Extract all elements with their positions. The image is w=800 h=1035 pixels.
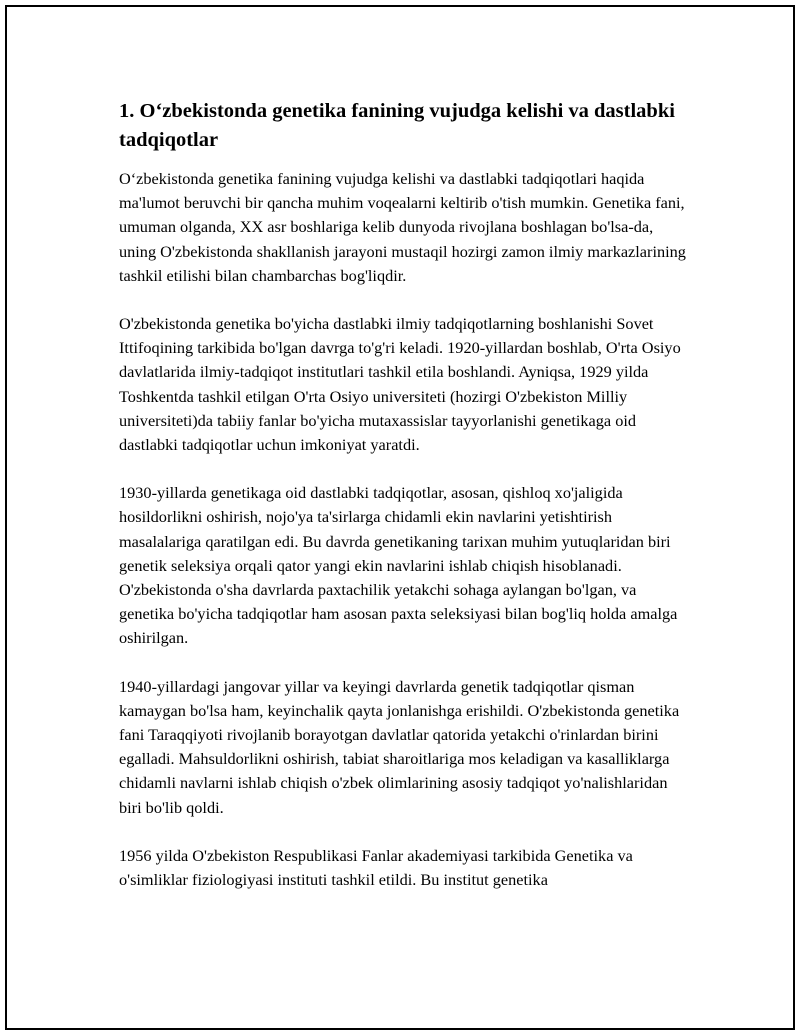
section-heading: 1. O‘zbekistonda genetika fanining vujudga kelishi va dastlabki tadqiqotlar — [119, 100, 675, 151]
paragraph-5: 1956 yilda O'zbekiston Respublikasi Fanlar akademiyasi tarkibida Genetika va o'simliklar fiziologiyasi instituti tashkil etildi. Bu institut genetika — [119, 845, 633, 890]
page-frame — [5, 5, 795, 1030]
paragraph-2: O'zbekistonda genetika bo'yicha dastlabki ilmiy tadqiqotlarning boshlanishi Sovet Ittifoqining tarkibida bo'lgan davrga to'g'ri keladi. 1920-yillardan boshlab, O'rta Osiyo davlatlarida ilmiy-tadqiqot institutlari tashkil etila boshlandi. Ayniqsa, 1929 yilda Toshkentda tashkil etilgan O'rta Osiyo universiteti (hozirgi O'zbekiston Milliy universiteti)da tabiiy fanlar bo'yicha mutaxassislar tayyorlanishi genetikaga oid dastlabki tadqiqotlar uchun imkoniyat yaratdi. — [119, 314, 681, 455]
document-body — [119, 97, 694, 916]
paragraph-4: 1940-yillardagi jangovar yillar va keyingi davrlarda genetik tadqiqotlar qisman kamaygan bo'lsa ham, keyinchalik qayta jonlanishga erishildi. O'zbekistonda genetika fani Taraqqiyoti rivojlanib borayotgan davlatlar qatorida yetakchi o'rinlardan birini egalladi. Mahsuldorlikni oshirish, tabiat sharoitlariga mos keladigan va kasalliklarga chidamli navlarni ishlab chiqish o'zbek olimlarining asosiy tadqiqot yo'nalishlaridan biri bo'lib qoldi. — [119, 676, 680, 817]
paragraph-1: O‘zbekistonda genetika fanining vujudga kelishi va dastlabki tadqiqotlari haqida ma'lumot beruvchi bir qancha muhim voqealarni keltirib o'tish mumkin. Genetika fani, umuman olganda, XX asr boshlariga kelib dunyoda rivojlana boshlagan bo'lsa-da, uning O'zbekistonda shakllanish jarayoni mustaqil hozirgi zamon ilmiy markazlarining tashkil etilishi bilan chambarchas bog'liqdir. — [119, 169, 686, 285]
paragraph-3: 1930-yillarda genetikaga oid dastlabki tadqiqotlar, asosan, qishloq xo'jaligida hosildorlikni oshirish, nojo'ya ta'sirlarga chidamli ekin navlarini yetishtirish masalalariga qaratilgan edi. Bu davrda genetikaning tarixan muhim yutuqlaridan biri genetik seleksiya orqali qator yangi ekin navlarini ishlab chiqish hisoblanadi. O'zbekistonda o'sha davrlarda paxtachilik yetakchi sohaga aylangan bo'lgan, va genetika bo'yicha tadqiqotlar ham asosan paxta seleksiyasi bilan bog'liq holda amalga oshirilgan. — [119, 483, 678, 648]
